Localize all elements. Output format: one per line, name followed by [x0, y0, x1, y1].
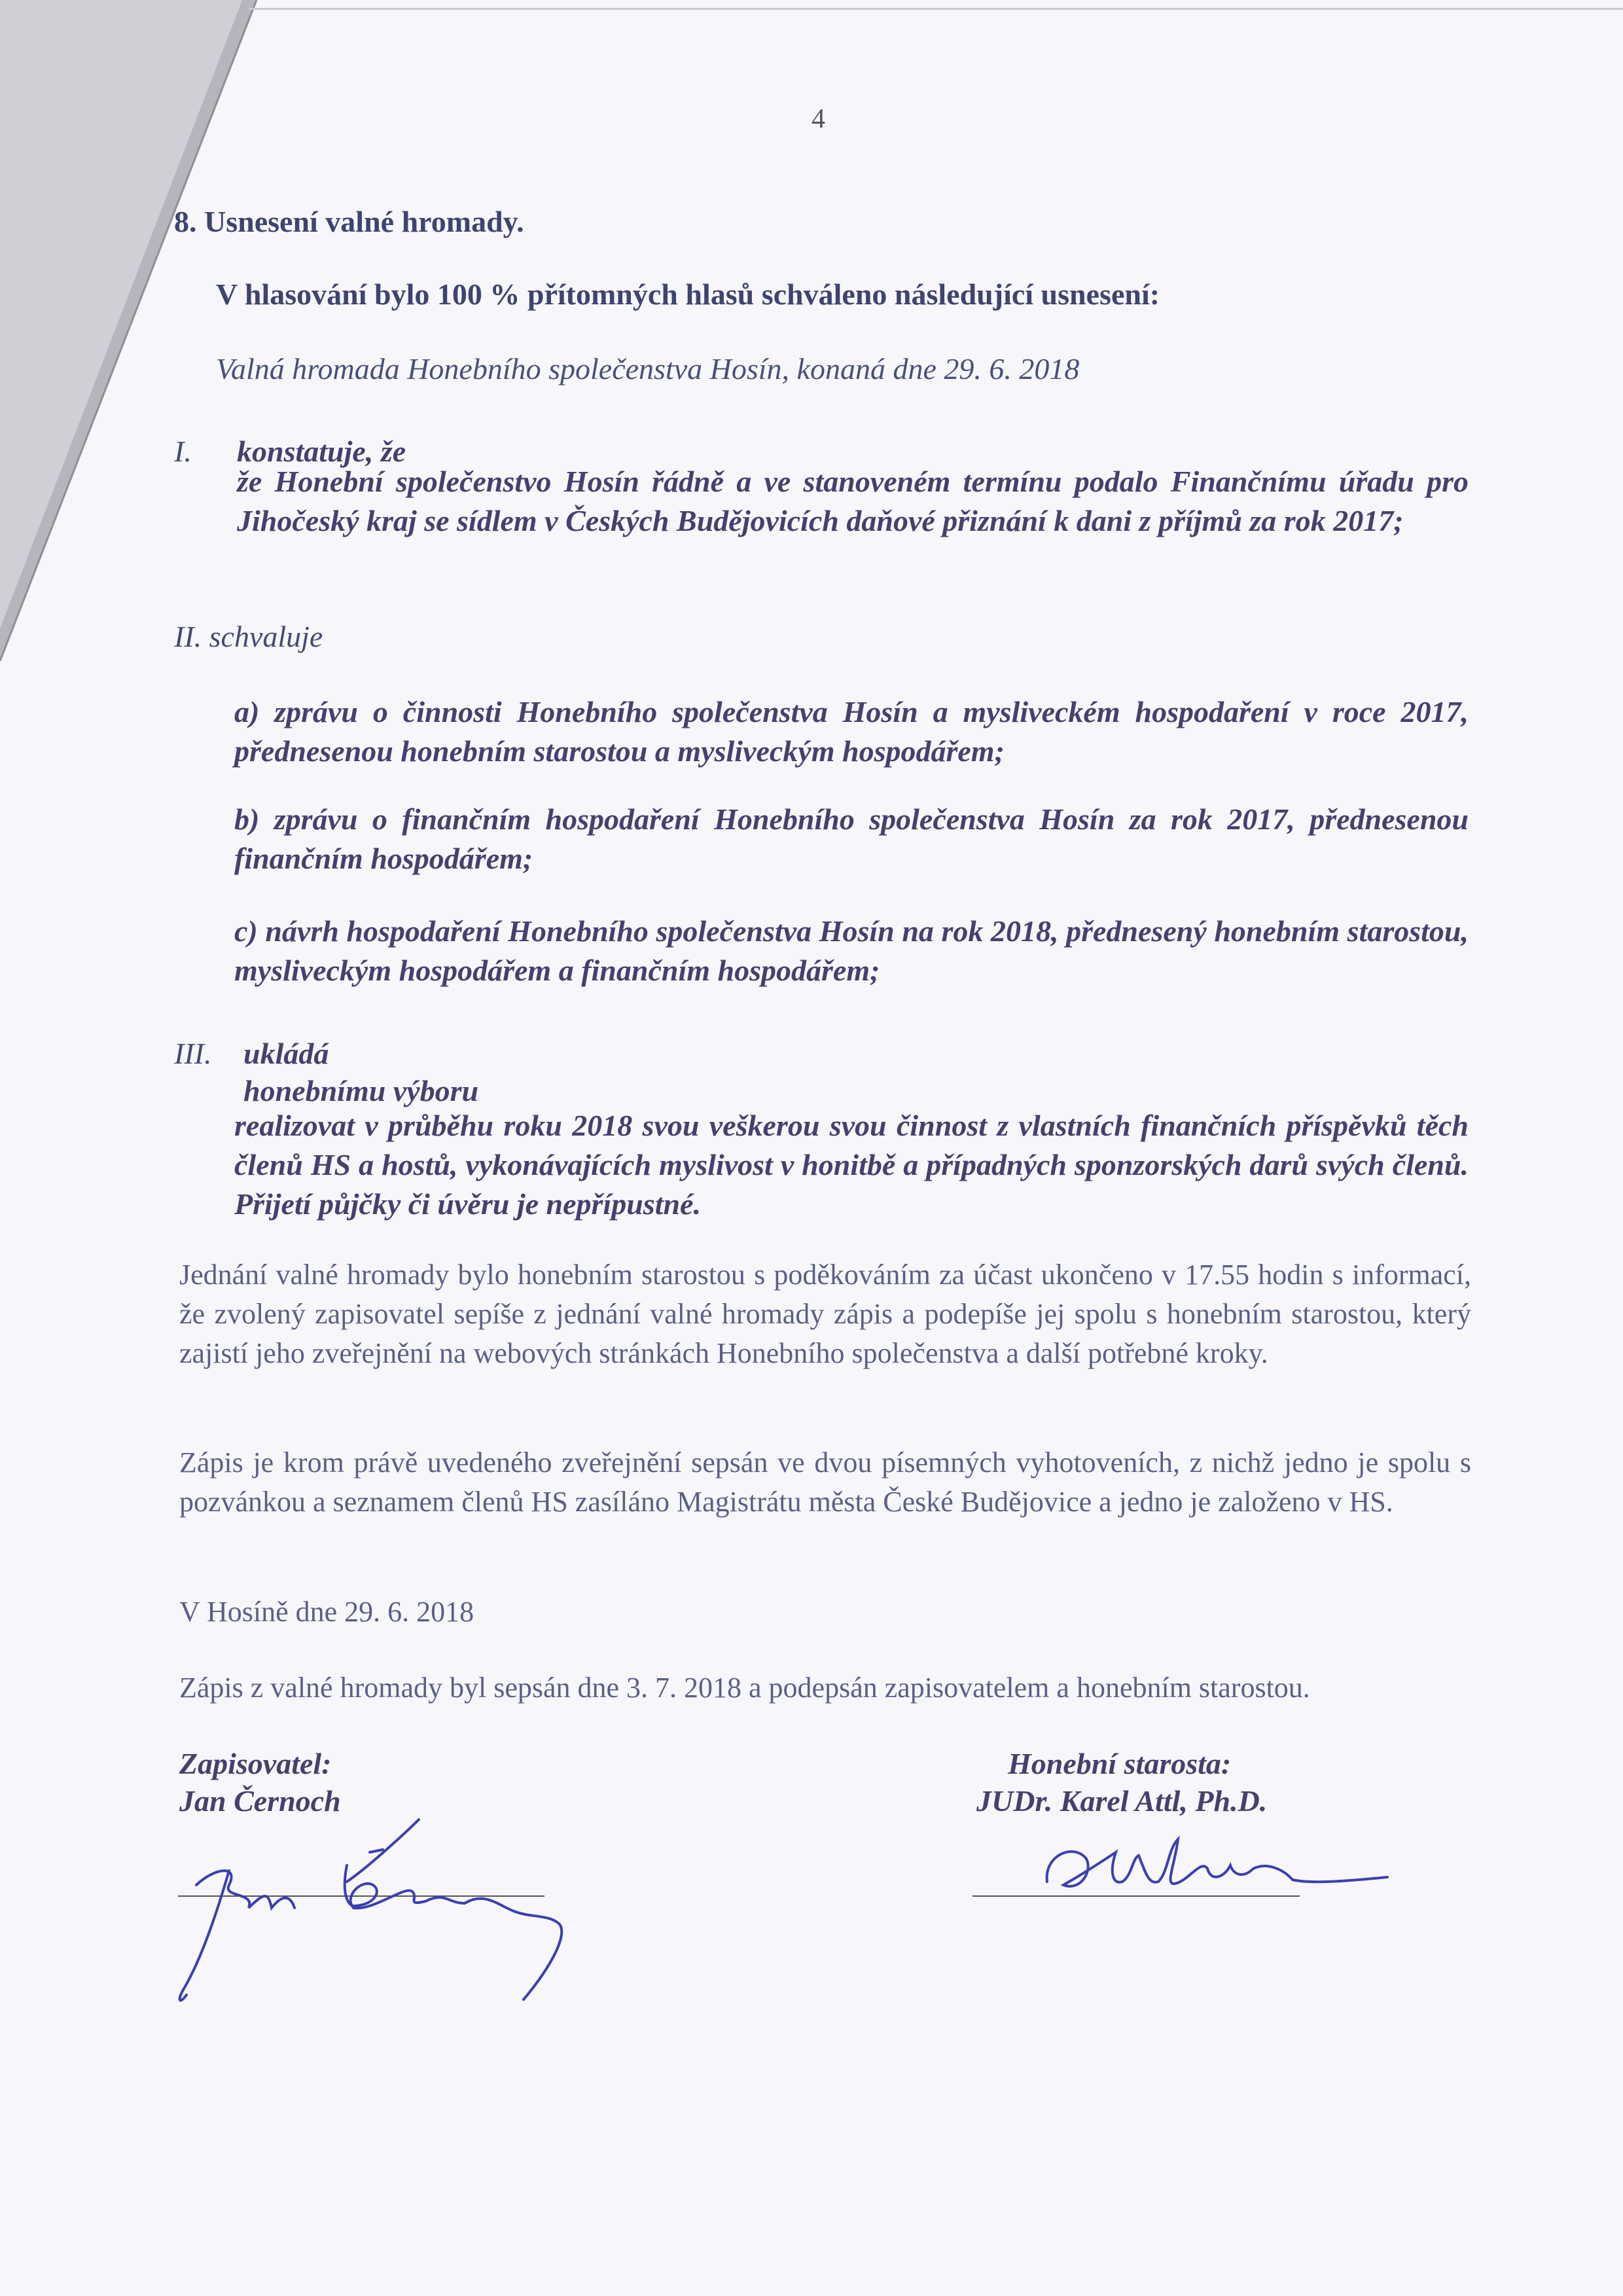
recorder-name: Jan Černoch — [179, 1784, 341, 1818]
item-iii-numeral: III. — [174, 1037, 212, 1070]
closing-paragraph-1: Jednání valné hromady bylo honebním starostou s poděkováním za účast ukončeno v 17.55 hodin s informací, že zvolený zapisovatel sepíše z jednání valné hromady zápis a podepíše jej spolu s honebním starostou, který zajistí jeho zveřejnění na webových stránkách Honebního společenstva a další potřebné kroky. — [179, 1259, 1471, 1369]
item-iii-text: realizovat v průběhu roku 2018 svou veškerou svou činnost z vlastních finančních příspěvků těch členů HS a hostů, vykonávajících myslivost v honitbě a případných sponzorských darů svých členů. Přijetí půjčky či úvěru je nepřípustné. — [234, 1109, 1469, 1221]
item-iii-line2: honebnímu výboru — [243, 1074, 479, 1107]
page-top-edge — [249, 8, 1623, 10]
meeting-line: Valná hromada Honebního společenstva Hosín, konaná dne 29. 6. 2018 — [216, 352, 1080, 386]
vote-line: V hlasování bylo 100 % přítomných hlasů schváleno následující usnesení: — [216, 278, 1160, 311]
recorder-signature — [157, 1793, 615, 2016]
item-ii-b: b) zprávu o finančním hospodaření Honebního společenstva Hosín za rok 2017, přednesenou finančním hospodářem; — [234, 802, 1469, 875]
recorder-role: Zapisovatel: — [179, 1747, 332, 1780]
item-i-text: že Honební společenstvo Hosín řádně a ve stanoveném termínu podalo Finančnímu úřadu pro Jihočeský kraj se sídlem v Českých Budějovicích daňové přiznání k dani z příjmů za rok 2017; — [237, 465, 1469, 537]
page-number: 4 — [812, 104, 825, 134]
item-ii-heading: II. schvaluje — [174, 620, 323, 653]
item-i-title: konstatuje, že — [237, 435, 406, 468]
place-date: V Hosíně dne 29. 6. 2018 — [179, 1596, 474, 1628]
item-iii-title: ukládá — [243, 1037, 329, 1070]
item-ii-c: c) návrh hospodaření Honebního společenstva Hosín na rok 2018, přednesený honebním starostou, mysliveckým hospodářem a finančním hospodářem; — [234, 914, 1469, 987]
section-heading: 8. Usnesení valné hromady. — [174, 205, 524, 238]
chairman-role: Honební starosta: — [1008, 1747, 1232, 1780]
item-i-numeral: I. — [174, 435, 192, 468]
item-ii-a: a) zprávu o činnosti Honebního společenstva Hosín a mysliveckém hospodaření v roce 2017, přednesenou honebním starostou a mysliveckým hospodářem; — [234, 695, 1469, 768]
closing-paragraph-2: Zápis je krom právě uvedeného zveřejnění sepsán ve dvou písemných vyhotoveních, z nichž jedno je spolu s pozvánkou a seznamem členů HS zasíláno Magistrátu města České Budějovice a jedno je založeno v HS. — [179, 1446, 1471, 1518]
chairman-signature — [1034, 1820, 1400, 1911]
chairman-name: JUDr. Karel Attl, Ph.D. — [976, 1784, 1268, 1818]
signed-line: Zápis z valné hromady byl sepsán dne 3. 7. 2018 a podepsán zapisovatelem a honebním starostou. — [179, 1672, 1310, 1704]
